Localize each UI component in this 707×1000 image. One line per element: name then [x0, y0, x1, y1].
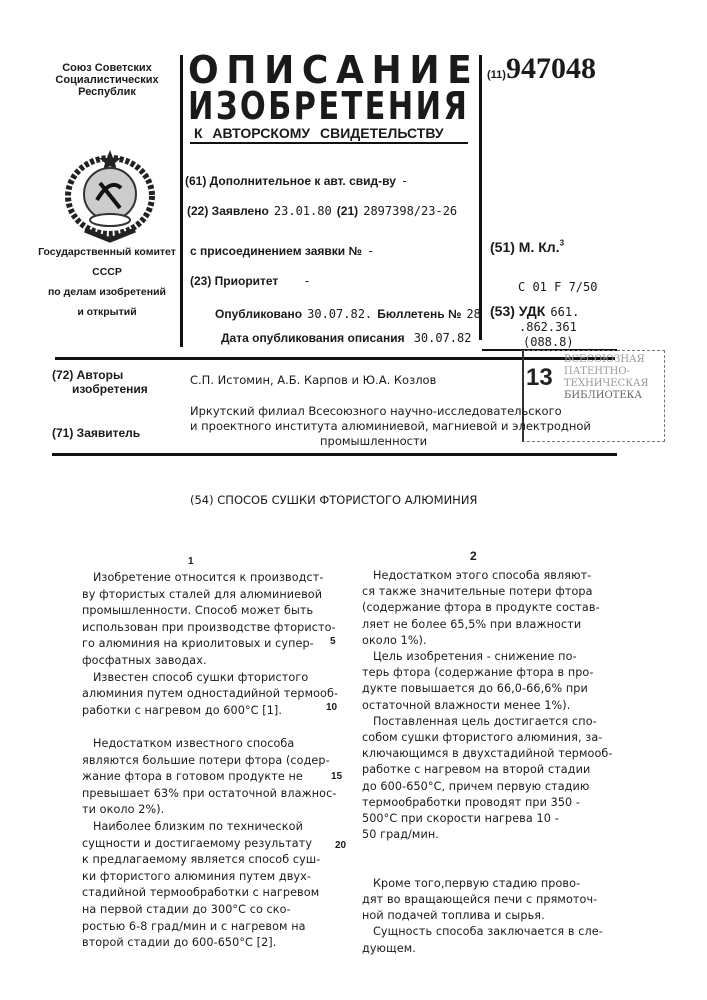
body-text-line: на первой стадии до 300°С со ско-	[82, 903, 291, 916]
body-text-line: промышленности. Способ может быть	[82, 604, 313, 617]
body-text-line: дующем.	[362, 942, 416, 955]
mkl-label	[490, 237, 564, 256]
body-text-line: Наиболее близким по технической	[82, 820, 303, 833]
line-number: 5	[330, 636, 336, 647]
field-label: (21)	[337, 204, 358, 218]
field-published	[215, 303, 481, 322]
body-text-line: ляет не более 65,5% при влажности	[362, 618, 581, 631]
body-text-line: ву фтористых сталей для алюминиевой	[82, 588, 322, 601]
patent-number	[487, 52, 596, 86]
field-join	[190, 240, 374, 259]
title-line-1: ОПИСАНИЕ	[188, 52, 479, 88]
body-text-line: Недостатком известного способа	[82, 737, 294, 750]
field-value: -	[367, 244, 374, 258]
body-text-line: жание фтора в готовом продукте не	[82, 770, 303, 783]
body-text-line: (содержание фтора в продукте состав-	[362, 601, 600, 614]
udk	[490, 302, 579, 321]
body-text-line: терь фтора (содержание фтора в про-	[362, 666, 594, 679]
stamp-line: ПАТЕНТНО-	[564, 366, 630, 378]
body-text-line: второй стадии до 600-650°С [2].	[82, 936, 276, 949]
line-number: 10	[326, 702, 337, 713]
line-number: 15	[331, 771, 342, 782]
udk-line: 661.	[550, 305, 579, 319]
body-text-line: Цель изобретения - снижение по-	[362, 650, 577, 663]
applicant-label: (71) Заявитель	[52, 426, 140, 440]
column-number: 2	[470, 549, 477, 563]
field-61	[185, 170, 408, 189]
body-text-line: работки с нагревом до 600°С [1].	[82, 704, 282, 717]
body-text-line: дят во вращающейся печи с прямоточ-	[362, 893, 597, 906]
line-number: 20	[335, 840, 346, 851]
body-text-line: остаточной влажности менее 1%).	[362, 699, 570, 712]
field-23	[190, 270, 311, 289]
body-text-line: 50 град/мин.	[362, 828, 439, 841]
applicant-line: и проектного института алюминиевой, магниевой и электродной	[190, 419, 591, 433]
body-text-line: дукте повышается до 66,0-66,6% при	[362, 682, 588, 695]
stamp-line: ВСЕСОЮЗНАЯ	[564, 354, 645, 366]
body-text-line: к предлагаемому является способ суш-	[82, 853, 320, 866]
stamp-line: БИБЛИОТЕКА	[564, 390, 642, 402]
body-text-line: использован при производстве фтористо-	[82, 621, 336, 634]
body-text-line: стадийной термообработки с нагревом	[82, 886, 319, 899]
title-line-2: ИЗОБРЕТЕНИЯ	[188, 88, 469, 124]
field-value: 30.07.82.	[307, 307, 372, 321]
body-text-line: фосфатных заводах.	[82, 654, 207, 667]
body-text-line: Недостатком этого способа являют-	[362, 569, 591, 582]
field-value: 30.07.82	[414, 331, 472, 345]
body-text-line: сущности и достигаемому результату	[82, 837, 312, 850]
udk-label: (53) УДК	[490, 303, 545, 319]
body-text-line: го алюминия на криолитовых и супер-	[82, 637, 314, 650]
mkl-label-text: (51) М. Кл.	[490, 239, 560, 255]
authors-label-line: изобретения	[52, 382, 148, 396]
field-value: 28	[466, 307, 480, 321]
patent-number-value: 947048	[506, 52, 596, 85]
udk-line: (088.8)	[523, 335, 574, 349]
field-value: 2897398/23-26	[363, 204, 457, 218]
body-text-line: ключающимся в двухстадийной термооб-	[362, 747, 613, 760]
body-text-line: около 1%).	[362, 634, 427, 647]
body-text-line: ти около 2%).	[82, 803, 164, 816]
field-label: Бюллетень №	[377, 307, 461, 321]
field-desc-date	[221, 327, 471, 346]
authors-label	[52, 368, 148, 396]
body-text-line: 500°С при скорости нагрева 10 -	[362, 812, 559, 825]
field-label: Опубликовано	[215, 307, 302, 321]
body-text-line: превышает 63% при остаточной влажнос-	[82, 787, 337, 800]
body-text-line: Поставленная цель достигается спо-	[362, 715, 597, 728]
column-number: 1	[188, 556, 194, 567]
body-text-line: собом сушки фтористого алюминия, за-	[362, 731, 602, 744]
field-label: (23) Приоритет	[190, 274, 278, 288]
subtitle-underline	[190, 142, 468, 144]
mkl-sup: 3	[560, 239, 564, 248]
body-text-line: Известен способ сушки фтористого	[82, 671, 308, 684]
field-label: Дата опубликования описания	[221, 331, 405, 345]
union-name	[32, 62, 182, 98]
body-text-line: до 600-650°С, причем первую стадию	[362, 780, 589, 793]
body-text-line: алюминия путем одностадийной термооб-	[82, 687, 338, 700]
body-text-line: Кроме того,первую стадию прово-	[362, 877, 580, 890]
applicant-line: промышленности	[320, 434, 427, 448]
body-text-line: ся также значительные потери фтора	[362, 585, 593, 598]
stamp-line: ТЕХНИЧЕСКАЯ	[564, 378, 649, 390]
body-text-line: являются большие потери фтора (содер-	[82, 754, 330, 767]
field-value: 23.01.80	[274, 204, 332, 218]
authors-label-line: (72) Авторы	[52, 368, 148, 382]
ussr-emblem-icon	[55, 148, 165, 243]
body-text-line: ки фтористого алюминия путем двух-	[82, 870, 311, 883]
stamp-number: 13	[526, 365, 553, 391]
mkl-value: C 01 F 7/50	[518, 280, 597, 294]
body-text-line: работке с нагревом на второй стадии	[362, 763, 590, 776]
field-value: -	[401, 174, 408, 188]
union-line: Союз Советских	[32, 62, 182, 74]
committee-name	[32, 242, 182, 322]
committee-line: Государственный комитет	[32, 242, 182, 262]
divider	[479, 55, 482, 340]
body-text-line: ной подачей топлива и сырья.	[362, 909, 545, 922]
union-line: Республик	[32, 86, 182, 98]
patent-number-code: (11)	[487, 69, 506, 81]
union-line: Социалистических	[32, 74, 182, 86]
field-label: (61) Дополнительное к авт. свид-ву	[185, 174, 396, 188]
committee-line: и открытий	[32, 302, 182, 322]
authors-value: С.П. Истомин, А.Б. Карпов и Ю.А. Козлов	[190, 373, 436, 387]
field-22	[187, 200, 457, 219]
applicant-line: Иркутский филиал Всесоюзного научно-исследовательского	[190, 404, 562, 418]
invention-title: (54) СПОСОБ СУШКИ ФТОРИСТОГО АЛЮМИНИЯ	[190, 493, 477, 507]
committee-line: СССР	[32, 262, 182, 282]
divider	[180, 55, 183, 347]
udk-line: .862.361	[519, 320, 577, 334]
body-text-line: Сущность способа заключается в сле-	[362, 925, 603, 938]
field-value: -	[303, 274, 310, 288]
field-label: с присоединением заявки №	[190, 244, 362, 258]
body-text-line: термообработки проводят при 350 -	[362, 796, 580, 809]
field-label: (22) Заявлено	[187, 204, 269, 218]
title-subtitle: К АВТОРСКОМУ СВИДЕТЕЛЬСТВУ	[194, 126, 444, 140]
body-text-line: Изобретение относится к производст-	[82, 571, 324, 584]
committee-line: по делам изобретений	[32, 282, 182, 302]
body-text-line: ростью 6-8 град/мин и с нагревом на	[82, 920, 306, 933]
applicant-rule	[52, 453, 617, 456]
